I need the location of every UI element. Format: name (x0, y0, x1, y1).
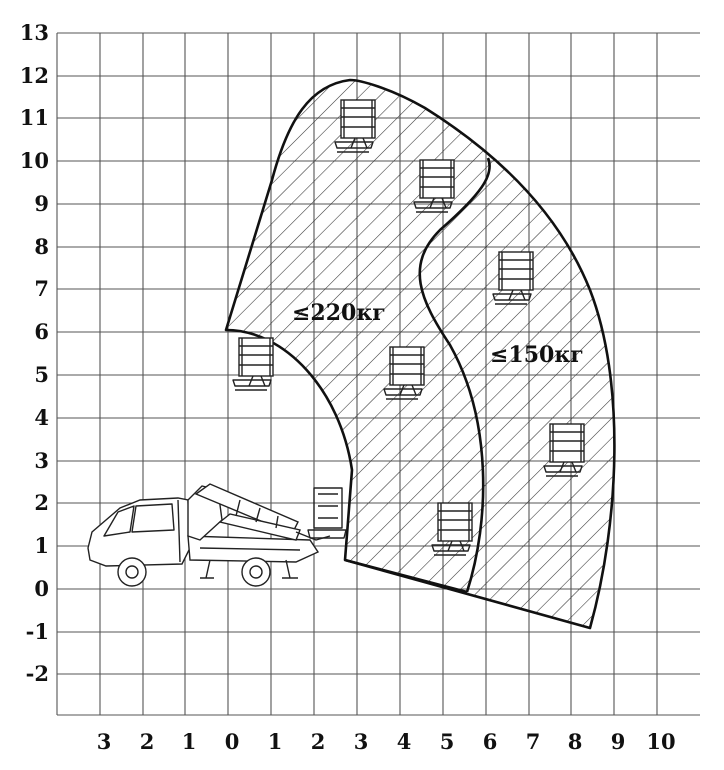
x-tick-label: 4 (396, 729, 412, 754)
y-tick-label: -2 (25, 661, 49, 686)
y-tick-label: 4 (34, 405, 49, 430)
x-tick-label: 3 (353, 729, 369, 754)
zone-label-150: ≤150кг (490, 342, 584, 368)
y-tick-label: 3 (34, 448, 49, 473)
y-tick-label: 5 (34, 362, 49, 387)
x-tick-label: 7 (525, 729, 541, 754)
x-tick-label: 6 (482, 729, 498, 754)
work-platform-icon (233, 338, 273, 390)
y-tick-label: 6 (34, 319, 49, 344)
y-tick-label: 1 (34, 533, 49, 558)
y-tick-label: 10 (19, 148, 49, 173)
y-tick-label: 2 (34, 490, 49, 515)
x-tick-label: 2 (139, 729, 155, 754)
x-tick-label: 10 (646, 729, 676, 754)
x-tick-label: 1 (267, 729, 283, 754)
y-tick-label: 8 (34, 234, 49, 259)
y-tick-label: 12 (19, 63, 49, 88)
aerial-lift-truck-icon (88, 484, 346, 586)
x-tick-label: 8 (567, 729, 583, 754)
x-tick-label: 5 (439, 729, 455, 754)
x-tick-label: 0 (224, 729, 240, 754)
zone-label-220: ≤220кг (292, 300, 386, 326)
x-tick-label: 1 (181, 729, 197, 754)
x-tick-label: 2 (310, 729, 326, 754)
x-tick-label: 9 (610, 729, 626, 754)
x-axis-ticks (97, 729, 676, 754)
y-axis-ticks (20, 20, 49, 686)
y-tick-label: 11 (19, 105, 49, 130)
y-tick-label: 7 (34, 276, 49, 301)
y-tick-label: -1 (25, 619, 49, 644)
y-tick-label: 13 (19, 20, 49, 45)
y-tick-label: 9 (34, 191, 49, 216)
y-tick-label: 0 (34, 576, 49, 601)
x-tick-label: 3 (96, 729, 112, 754)
